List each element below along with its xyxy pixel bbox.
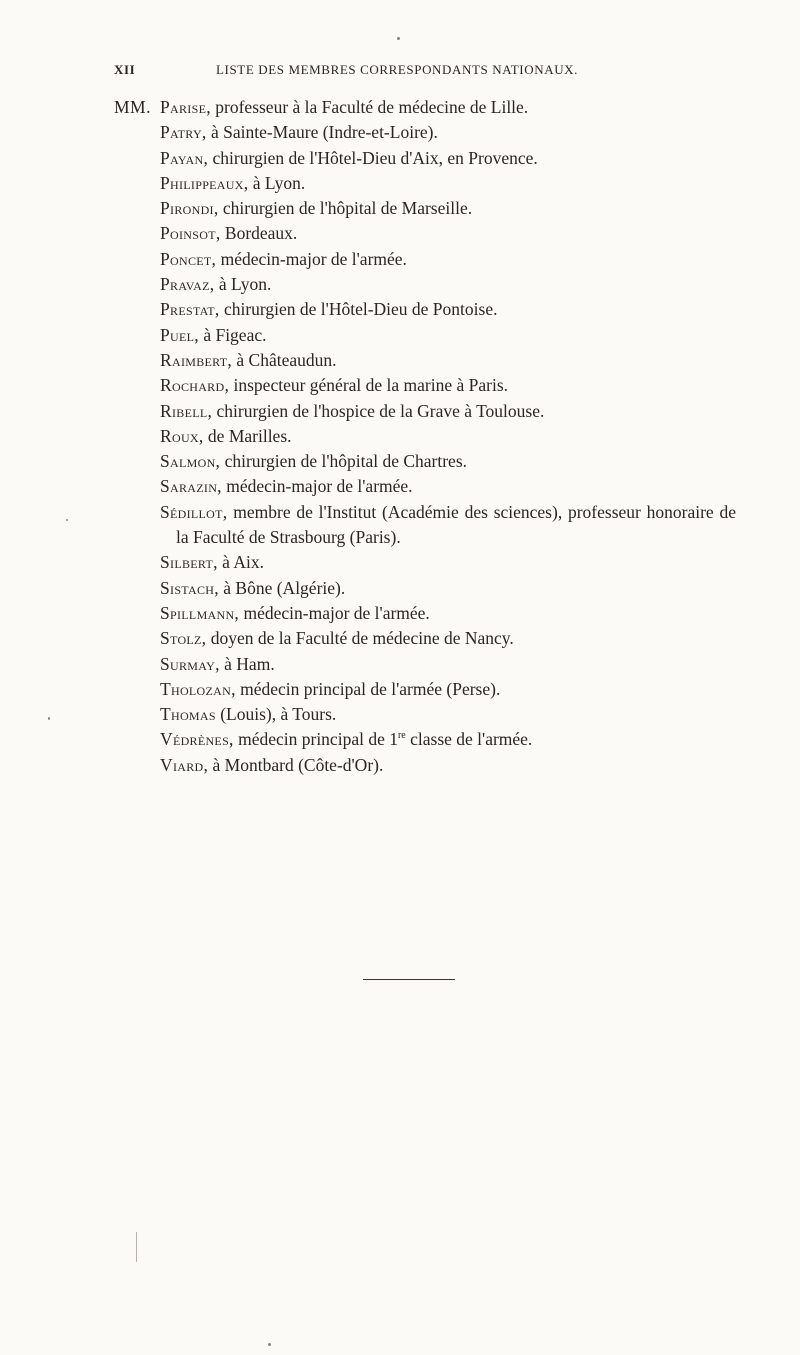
member-description: (Louis), à Tours. <box>215 704 337 725</box>
list-item <box>160 171 754 196</box>
member-name: Surmay, <box>160 653 220 674</box>
member-name: Sistach, <box>160 577 219 598</box>
list-item <box>160 753 754 778</box>
member-name: Spillmann, <box>160 602 240 623</box>
list-item <box>160 500 736 551</box>
list-item <box>160 601 754 626</box>
member-description: chirurgien de l'Hôtel-Dieu d'Aix, en Provence. <box>208 147 538 168</box>
list-item <box>160 702 754 727</box>
scan-speck <box>48 717 50 720</box>
list-item <box>160 272 754 297</box>
list-item <box>160 727 754 752</box>
member-name: Tholozan, <box>160 678 236 699</box>
list-item <box>160 221 754 246</box>
member-name: Pravaz, <box>160 274 215 295</box>
member-description: à Aix. <box>217 552 264 573</box>
member-name: Sédillot, <box>160 501 228 522</box>
running-header <box>114 62 614 82</box>
member-description: à Lyon. <box>214 274 272 295</box>
member-name: Stolz, <box>160 628 207 649</box>
member-description: membre de l'Institut (Académie des sciences), professeur honoraire de la Faculté de Strasbourg (Paris). <box>176 501 736 548</box>
member-description: de Marilles. <box>203 425 292 446</box>
member-name: Poncet, <box>160 248 217 269</box>
member-description: professeur à la Faculté de médecine de Lille. <box>210 97 529 117</box>
member-description: médecin principal de 1 <box>233 729 398 750</box>
member-name: Sarazin, <box>160 476 222 497</box>
list-item <box>160 424 754 449</box>
member-name: Viard, <box>160 754 209 775</box>
member-name: Silbert, <box>160 552 218 573</box>
member-description: à Lyon. <box>248 172 306 193</box>
member-description: médecin principal de l'armée (Perse). <box>235 678 501 699</box>
list-item <box>160 626 754 651</box>
scan-speck <box>268 1343 271 1346</box>
member-name: Roux, <box>160 425 204 446</box>
member-description-tail: classe de l'armée. <box>405 729 533 750</box>
member-name: Salmon, <box>160 451 221 472</box>
member-name: Pirondi, <box>160 198 219 219</box>
list-item <box>160 652 754 677</box>
list-item <box>160 95 754 120</box>
ordinal-superscript: re <box>397 730 406 742</box>
member-name: Parise, <box>160 97 211 117</box>
member-name: Payan, <box>160 147 209 168</box>
member-description: doyen de la Faculté de médecine de Nancy. <box>206 628 514 649</box>
member-name: Védrènes, <box>160 729 234 750</box>
member-description: chirurgien de l'hospice de la Grave à Toulouse. <box>212 400 545 421</box>
member-description: médecin-major de l'armée. <box>221 476 413 497</box>
member-description: chirurgien de l'hôpital de Chartres. <box>220 451 468 472</box>
member-description: médecin-major de l'armée. <box>239 602 430 623</box>
header-title: LISTE DES MEMBRES CORRESPONDANTS NATIONAUX. <box>216 62 579 77</box>
member-name: Raimbert, <box>160 349 233 370</box>
list-item <box>160 399 754 424</box>
member-description: médecin-major de l'armée. <box>216 248 407 269</box>
member-description: à Montbard (Côte-d'Or). <box>208 754 384 775</box>
member-description: chirurgien de l'Hôtel-Dieu de Pontoise. <box>219 299 498 320</box>
list-item <box>160 120 754 145</box>
list-item <box>160 677 754 702</box>
list-item <box>160 373 754 398</box>
member-description: à Figeac. <box>198 324 267 345</box>
member-name: Rochard, <box>160 375 230 396</box>
member-name: Thomas <box>160 704 216 725</box>
member-description: chirurgien de l'hôpital de Marseille. <box>218 198 473 219</box>
list-item <box>160 146 754 171</box>
member-description: à Sainte-Maure (Indre-et-Loire). <box>206 122 438 143</box>
list-prefix: MM. <box>114 97 151 117</box>
member-description: à Ham. <box>219 653 275 674</box>
member-name: Prestat, <box>160 299 220 320</box>
member-name: Poinsot, <box>160 223 221 244</box>
member-description: à Châteaudun. <box>232 349 337 370</box>
list-item <box>160 550 754 575</box>
member-description: à Bône (Algérie). <box>218 577 346 598</box>
members-list <box>114 95 754 778</box>
scan-speck <box>136 1232 137 1262</box>
member-name: Puel, <box>160 324 199 345</box>
section-divider <box>363 979 455 980</box>
list-item <box>160 247 754 272</box>
entries-list <box>114 95 754 778</box>
list-item <box>160 449 754 474</box>
list-item <box>160 348 754 373</box>
scan-speck <box>397 37 400 40</box>
list-item <box>160 297 754 322</box>
member-name: Patry, <box>160 122 207 143</box>
list-item <box>160 474 754 499</box>
member-name: Ribell, <box>160 400 213 421</box>
scan-speck <box>66 519 68 521</box>
list-item <box>160 576 754 601</box>
member-description: inspecteur général de la marine à Paris. <box>229 375 509 396</box>
list-item <box>160 323 754 348</box>
list-item <box>160 196 754 221</box>
page-number: XII <box>114 62 136 77</box>
member-description: Bordeaux. <box>220 223 298 244</box>
member-name: Philippeaux, <box>160 172 249 193</box>
